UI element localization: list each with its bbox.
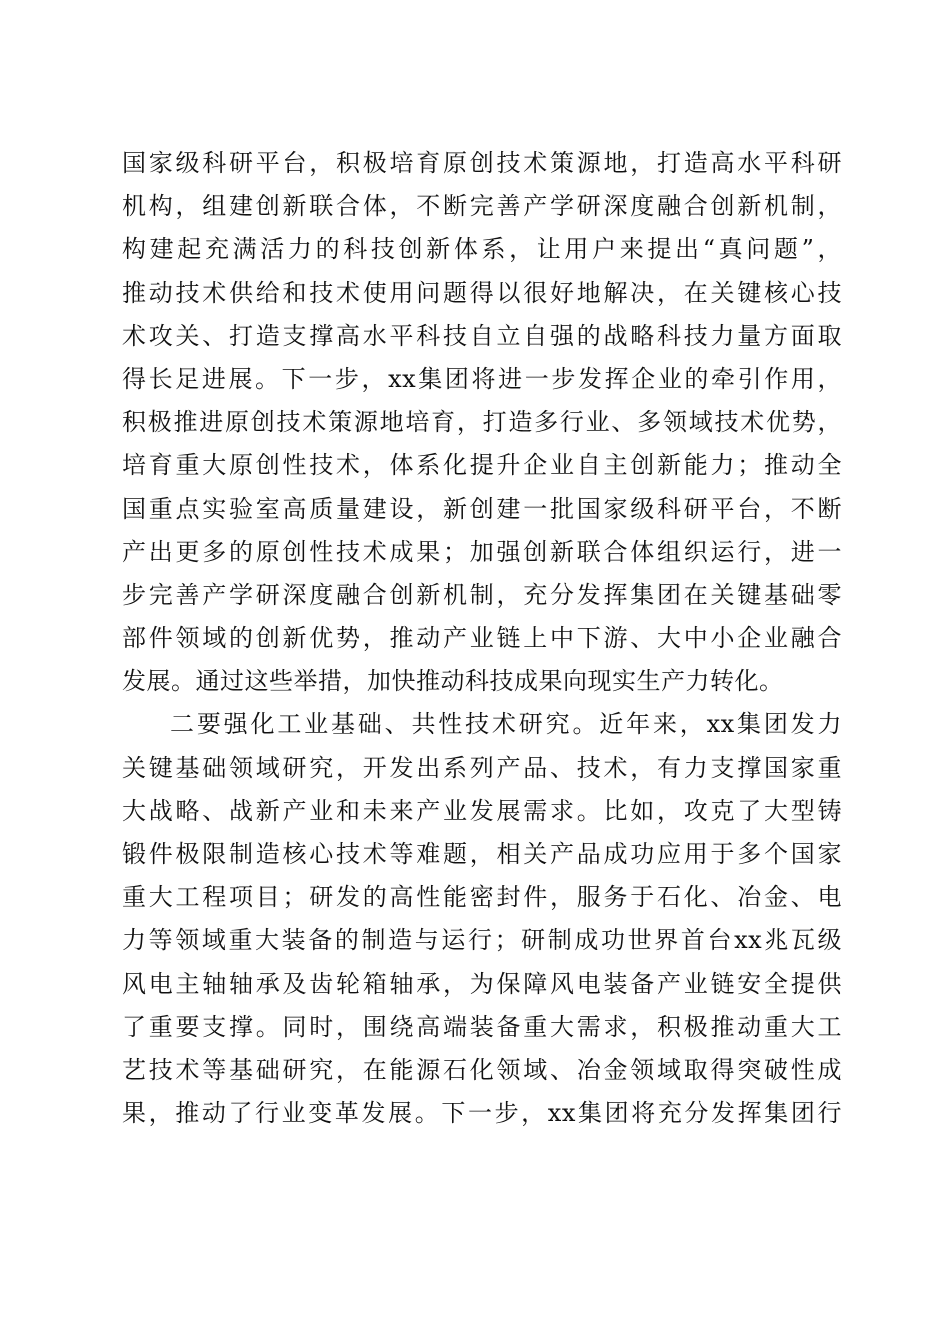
- text-line: 果，推动了行业变革发展。下一步，xx集团将充分发挥集团行: [122, 1099, 842, 1128]
- body-text: [122, 142, 842, 1135]
- text-line: 锻件极限制造核心技术等难题，相关产品成功应用于多个国家: [122, 840, 842, 868]
- text-line: 国家级科研平台，积极培育原创技术策源地，打造高水平科研: [122, 149, 842, 177]
- text-line: 艺技术等基础研究，在能源石化领域、冶金领域取得突破性成: [122, 1055, 842, 1084]
- text-line: 大战略、战新产业和未来产业发展需求。比如，攻克了大型铸: [122, 796, 842, 825]
- text-line: 力等领域重大装备的制造与运行；研制成功世界首台xx兆瓦级: [122, 926, 842, 955]
- text-line: 培育重大原创性技术，体系化提升企业自主创新能力；推动全: [122, 451, 842, 480]
- text-line: 关键基础领域研究，开发出系列产品、技术，有力支撑国家重: [122, 753, 842, 782]
- text-line: 国重点实验室高质量建设，新创建一批国家级科研平台，不断: [122, 494, 842, 523]
- text-line: 机构，组建创新联合体，不断完善产学研深度融合创新机制，: [122, 192, 842, 221]
- text-line: 推动技术供给和技术使用问题得以很好地解决，在关键核心技: [122, 278, 842, 307]
- text-line: 风电主轴轴承及齿轮箱轴承，为保障风电装备产业链安全提供: [122, 969, 842, 998]
- text-line: 构建起充满活力的科技创新体系，让用户来提出“真问题”，: [122, 235, 842, 264]
- text-line: 重大工程项目；研发的高性能密封件，服务于石化、冶金、电: [122, 883, 842, 912]
- text-line: 了重要支撑。同时，围绕高端装备重大需求，积极推动重大工: [122, 1012, 842, 1041]
- text-line: 产出更多的原创性技术成果；加强创新联合体组织运行，进一: [122, 537, 842, 566]
- text-line: 部件领域的创新优势，推动产业链上中下游、大中小企业融合: [122, 624, 842, 653]
- paragraph-end-line: 发展。通过这些举措，加快推动科技成果向现实生产力转化。: [122, 667, 784, 696]
- text-line: 术攻关、打造支撑高水平科技自立自强的战略科技力量方面取: [122, 321, 842, 350]
- paragraph-start-line: 二要强化工业基础、共性技术研究。近年来，xx集团发力: [170, 710, 842, 739]
- text-line: 步完善产学研深度融合创新机制，充分发挥集团在关键基础零: [122, 580, 842, 609]
- text-line: 积极推进原创技术策源地培育，打造多行业、多领域技术优势，: [122, 408, 842, 437]
- text-line: 得长足进展。下一步，xx集团将进一步发挥企业的牵引作用，: [122, 364, 842, 393]
